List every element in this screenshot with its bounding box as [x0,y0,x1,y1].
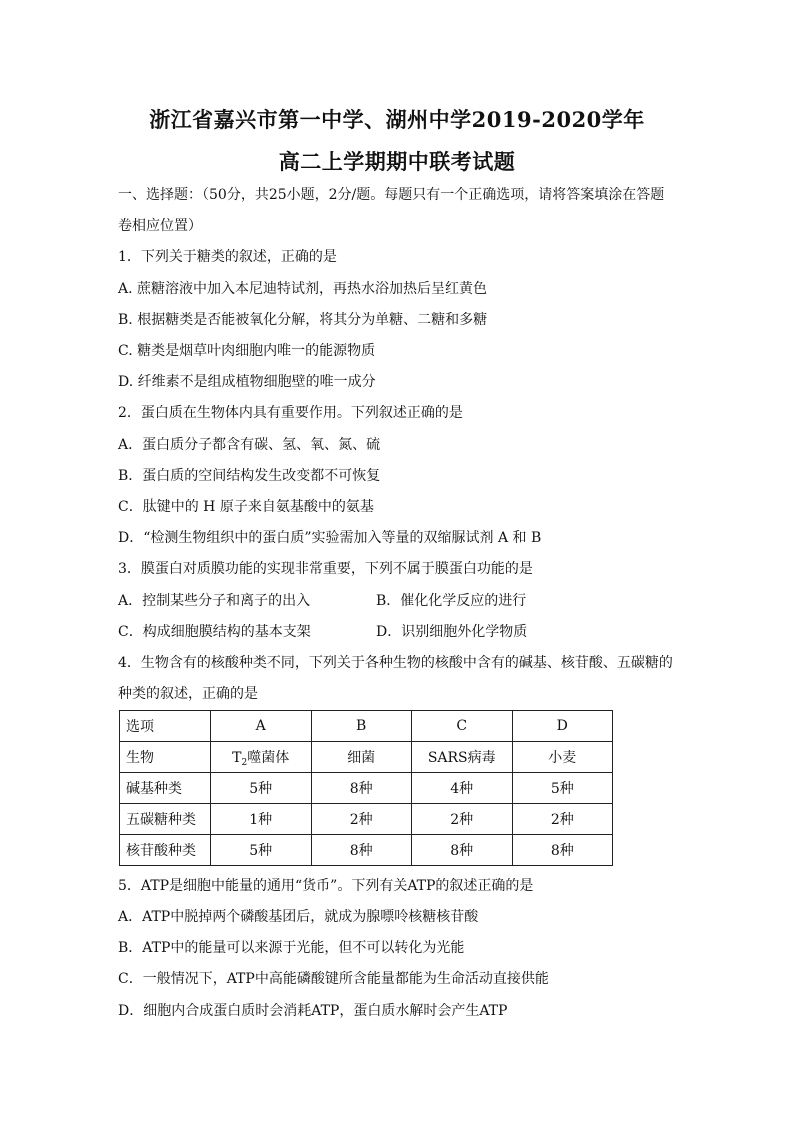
q5-option-b: B．ATP中的能量可以来源于光能，但不可以转化为光能 [118,940,465,956]
section-heading-line1: 一、选择题：（50分，共25小题，2分/题。每题只有一个正确选项，请将答案填涂在答题 [118,187,665,203]
table-row-label: 五碳糖种类 [120,804,211,835]
table-header-cell: D [512,711,612,742]
table-row [120,804,613,835]
q4-stem-line2: 种类的叙述，正确的是 [118,686,258,702]
q5-option-c: C．一般情况下，ATP中高能磷酸键所含能量都能为生命活动直接供能 [118,971,549,987]
table-header-row [120,711,613,742]
table-header-cell: A [210,711,311,742]
q1-option-d: D. 纤维素不是组成植物细胞壁的唯一成分 [118,374,376,390]
table-cell: 8种 [411,835,512,866]
q1-option-c: C. 糖类是烟草叶肉细胞内唯一的能源物质 [118,343,376,359]
phage-letter: T [232,750,242,766]
table-header-cell: B [311,711,411,742]
table-cell: 小麦 [512,742,612,773]
q5-option-a: A．ATP中脱掉两个磷酸基团后，就成为腺嘌呤核糖核苷酸 [118,909,479,925]
q3-options-row2 [118,622,528,642]
q2-option-c: C．肽键中的 H 原子来自氨基酸中的氨基 [118,499,374,515]
q2-option-a: A．蛋白质分子都含有碳、氢、氧、氮、硫 [118,437,381,453]
q3-option-b: B．催化化学反应的进行 [376,593,527,609]
q3-option-d: D．识别细胞外化学物质 [376,624,528,640]
section-heading-line2: 卷相应位置） [118,218,202,234]
table-cell: 5种 [512,773,612,804]
q2-option-d: D．“检测生物组织中的蛋白质”实验需加入等量的双缩脲试剂 A 和 B [118,530,542,546]
table-cell: 5种 [210,773,311,804]
q2-stem: 2．蛋白质在生物体内具有重要作用。下列叙述正确的是 [118,405,463,421]
q4-stem-line1: 4．生物含有的核酸种类不同，下列关于各种生物的核酸中含有的碱基、核苷酸、五碳糖的 [118,655,673,671]
table-cell: 8种 [512,835,612,866]
q1-option-a: A. 蔗糖溶液中加入本尼迪特试剂，再热水浴加热后呈红黄色 [118,281,488,297]
table-row [120,742,613,773]
table-row [120,835,613,866]
table-row [120,773,613,804]
q5-stem: 5．ATP是细胞中能量的通用“货币”。下列有关ATP的叙述正确的是 [118,878,534,894]
table-cell: 5种 [210,835,311,866]
q3-option-a: A．控制某些分子和离子的出入 [118,593,311,609]
q1-option-b: B. 根据糖类是否能被氧化分解，将其分为单糖、二糖和多糖 [118,312,488,328]
table-cell: 2种 [512,804,612,835]
table-cell [210,742,311,773]
q5-option-d: D．细胞内合成蛋白质时会消耗ATP，蛋白质水解时会产生ATP [118,1003,508,1019]
q3-stem: 3．膜蛋白对质膜功能的实现非常重要，下列不属于膜蛋白功能的是 [118,561,533,577]
exam-title-line1: 浙江省嘉兴市第一中学、湖州中学2019-2020学年 [149,107,645,132]
table-cell: 2种 [311,804,411,835]
table-header-cell: C [411,711,512,742]
q1-stem: 1．下列关于糖类的叙述，正确的是 [118,249,337,265]
table-cell: 8种 [311,835,411,866]
phage-subscript: 2 [241,758,248,768]
table-cell: 8种 [311,773,411,804]
table-row-label: 生物 [120,742,211,773]
table-cell: 4种 [411,773,512,804]
table-header-cell: 选项 [120,711,211,742]
q3-options-row1 [118,591,527,611]
exam-title-line2: 高二上学期期中联考试题 [278,149,516,174]
table-cell: SARS病毒 [411,742,512,773]
table-cell: 细菌 [311,742,411,773]
table-row-label: 碱基种类 [120,773,211,804]
q2-option-b: B．蛋白质的空间结构发生改变都不可恢复 [118,468,381,484]
phage-name: 噬菌体 [247,750,290,766]
table-cell: 2种 [411,804,512,835]
q4-table [119,710,613,866]
table-row-label: 核苷酸种类 [120,835,211,866]
table-cell: 1种 [210,804,311,835]
q3-option-c: C．构成细胞膜结构的基本支架 [118,624,311,640]
